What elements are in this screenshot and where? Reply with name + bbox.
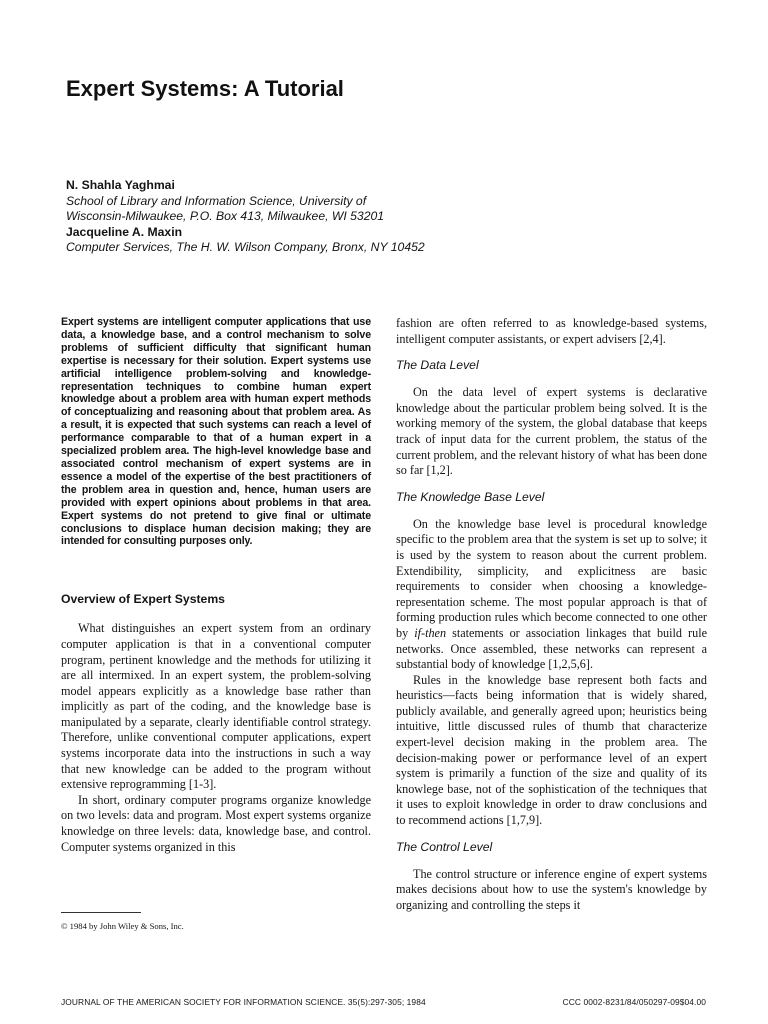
subsection-heading: The Data Level [396, 358, 479, 373]
paragraph: The control structure or inference engine of expert systems makes decisions about how to use the system's knowledge by organizing and controlling the steps it [396, 866, 707, 912]
paragraph: On the data level of expert systems is declarative knowledge about the particular problem being solved. It is the working memory of the system, the global database that keeps track of input data for the current problem, the status of the current problem, and the relevant history of what has been done so far [1,2]. [396, 385, 708, 478]
copyright-footnote: © 1984 by John Wiley & Sons, Inc. [61, 921, 184, 931]
footnote-rule [61, 912, 141, 913]
abstract: Expert systems are intelligent computer applications that use data, a knowledge base, and a control mechanism to solve problems of sufficient difficulty that significant human expertise is necessary for their solution. Expert systems use artificial intelligence problem-solving and knowledge-representation techniques to combine human expert knowledge about a problem area with human expert methods of conceptualizing and reasoning about that problem area. As a result, it is expected that such systems can reach a level of performance comparable to that of a human expert in a specialized problem area. The high-level knowledge base and associated control mechanism of expert systems are in essence a model of the expertise of the best practitioners of the problem area in question and, hence, human users are provided with expert opinions about problems in that area. Expert systems do not pretend to give final or ultimate conclusions to displace human decision making; they are intended for consulting purposes only. [61, 316, 371, 548]
text-run: On the knowledge base level is procedural knowledge specific to the problem area that the system is set up to solve; it is used by the system to reason about the current problem. Extendibility, simplicity, and explicitness are basic requirements to consider when choosing a knowledge-representation scheme. The most popular approach is that of forming production rules which become connected to one other by [396, 516, 707, 640]
paragraph: In short, ordinary computer programs organize knowledge on two levels: data and program. Most expert systems organize knowledge on three levels: data, knowledge base, and control. Computer systems organized in this [61, 792, 371, 854]
subsection-heading: The Control Level [396, 839, 493, 854]
paragraph-continued: fashion are often referred to as knowledge-based systems, intelligent computer assistants, or expert advisers [2,4]. [396, 316, 707, 346]
article-title: Expert Systems: A Tutorial [66, 76, 344, 101]
author-name: N. Shahla Yaghmai [66, 178, 175, 192]
right-column [396, 316, 707, 913]
text-run: statements or association linkages that build rule networks. Once assembled, these networks can represent a substantial body of knowledge [1,2,5,6]. [396, 625, 707, 672]
paragraph [396, 517, 707, 673]
journal-citation: JOURNAL OF THE AMERICAN SOCIETY FOR INFORMATION SCIENCE. 35(5):297-305; 1984 [61, 997, 426, 1007]
author-name: Jacqueline A. Maxin [66, 224, 183, 239]
paragraph: Rules in the knowledge base represent both facts and heuristics—facts being information that is widely shared, publicly available, and generally agreed upon; heuristics being intuitive, little discussed rules of thumb that characterize expert-level decision making in the problem area. The decision-making power or performance level of an expert system is primarily a function of the size and quality of its knowlege base, not of the sophistication of the techniques that it uses to exploit knowledge in order to draw conclusions and to recommend actions [1,7,9]. [396, 672, 707, 828]
subsection-heading: The Knowledge Base Level [396, 489, 545, 504]
italic-term: if-then [414, 625, 447, 640]
left-column [61, 316, 371, 855]
section-heading: Overview of Expert Systems [61, 592, 225, 607]
author-affiliation: Computer Services, The H. W. Wilson Company, Bronx, NY 10452 [66, 240, 425, 255]
author-affiliation: School of Library and Information Science, University of [66, 193, 367, 208]
author-affiliation: Wisconsin-Milwaukee, P.O. Box 413, Milwaukee, WI 53201 [66, 209, 385, 224]
ccc-code: CCC 0002-8231/84/050297-09$04.00 [562, 997, 706, 1007]
author-block [66, 178, 726, 256]
paragraph: What distinguishes an expert system from an ordinary computer application is that in a conventional computer program, pertinent knowledge and the methods for utilizing it are all intermixed. In an expert system, the problem-solving model appears explicitly as a knowledge base rather than implicitly as part of the coding, and the knowledge base is manipulated by a separate, clearly identifiable control strategy. Therefore, unlike conventional computer applications, expert systems incorporate data into the instructions in such a way that new knowledge can be added to the program without extensive reprogramming [1-3]. [61, 621, 371, 792]
